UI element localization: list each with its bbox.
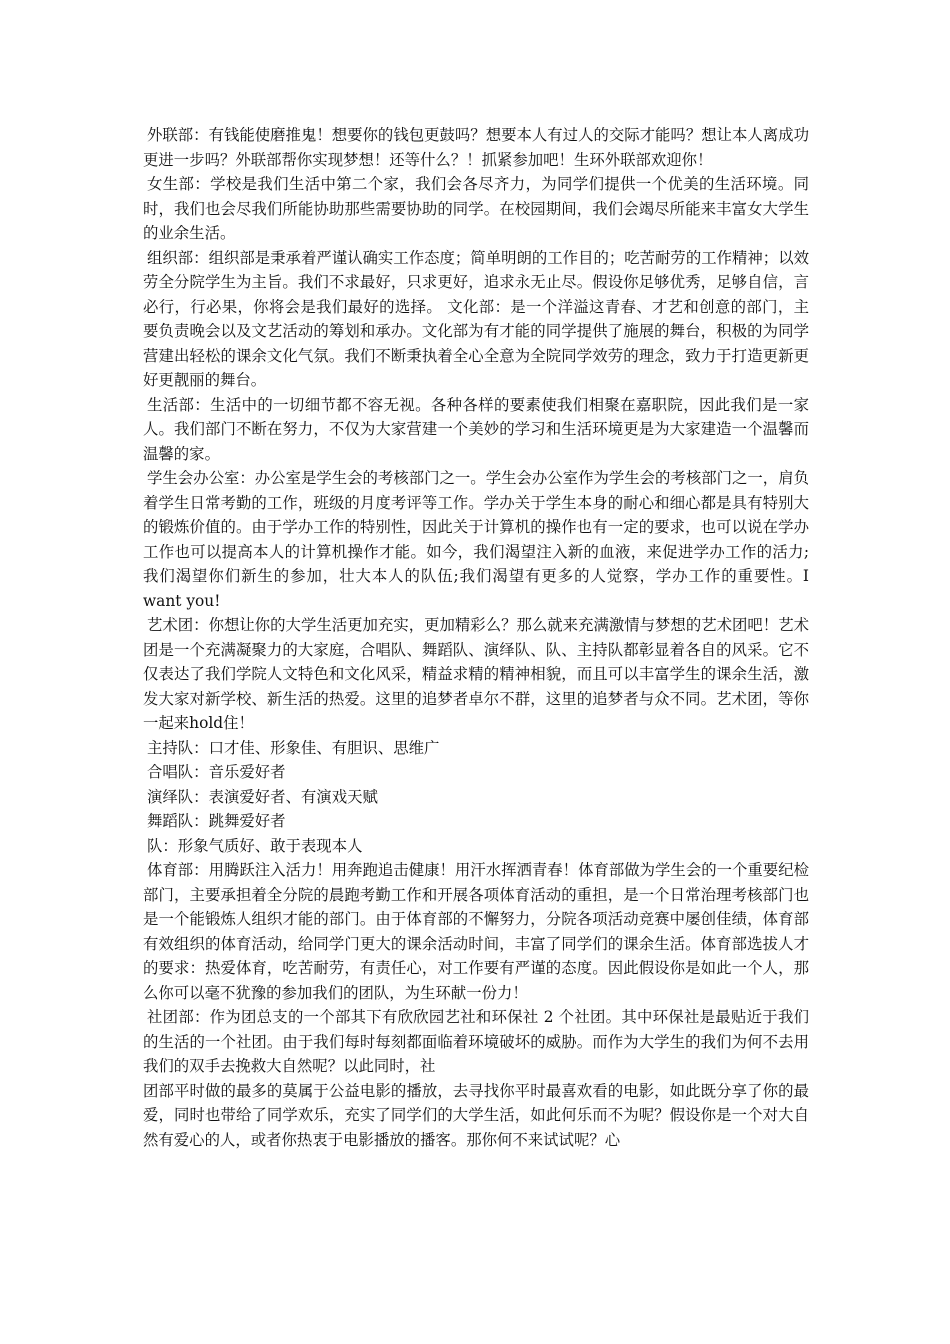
document-body: [143, 123, 809, 1152]
paragraph-clubs-continued: 团部平时做的最多的莫属于公益电影的播放，去寻找你平时最喜欢看的电影，如此既分享了你的最爱，同时也带给了同学欢乐，充实了同学们的大学生活，如此何乐而不为呢？假设你是一个对大自然有爱心的人，或者你热衷于电影播放的播客。那你何不来试试呢？心: [143, 1081, 809, 1149]
paragraph-life-affairs: 生活部：生活中的一切细节都不容无视。各种各样的要素使我们相聚在嘉职院，因此我们是一家人。我们部门不断在努力，不仅为大家营建一个美妙的学习和生活环境更是为大家建造一个温馨而温馨的家。: [143, 395, 809, 463]
paragraph-team: 队：形象气质好、敢于表现本人: [147, 836, 363, 855]
paragraph-drama-team: 演绎队：表演爱好者、有演戏天赋: [147, 787, 378, 806]
paragraph-art-troupe: 艺术团：你想让你的大学生活更加充实，更加精彩么？那么就来充满激情与梦想的艺术团吧！艺术团是一个充满凝聚力的大家庭，合唱队、舞蹈队、演绎队、队、主持队都彰显着各自的风采。它不仅表达了我们学院人文特色和文化风采，精益求精的精神相貌，而且可以丰富学生的课余生活，激发大家对新学校、新生活的热爱。这里的追梦者卓尔不群，这里的追梦者与众不同。艺术团，等你一起来hold住！: [143, 616, 809, 732]
paragraph-clubs: 社团部：作为团总支的一个部其下有欣欣园艺社和环保社 2 个社团。其中环保社是最贴近于我们的生活的一个社团。由于我们每时每刻都面临着环境破坏的威胁。而作为大学生的我们为何不去用我们的双手去挽救大自然呢？以此同时，社: [143, 1008, 809, 1075]
paragraph-dance-team: 舞蹈队：跳舞爱好者: [147, 812, 286, 830]
paragraph-host-team: 主持队：口才佳、形象佳、有胆识、思维广: [147, 738, 440, 757]
paragraph-choir-team: 合唱队：音乐爱好者: [147, 763, 286, 781]
paragraph-external-affairs: 外联部：有钱能使磨推鬼！想要你的钱包更鼓吗？想要本人有过人的交际才能吗？想让本人离成功更进一步吗？外联部帮你实现梦想！还等什么？！抓紧参加吧！生环外联部欢迎你！: [143, 126, 809, 169]
paragraph-sports: 体育部：用腾跃注入活力！用奔跑追击健康！用汗水挥洒青春！体育部做为学生会的一个重要纪检部门，主要承担着全分院的晨跑考勤工作和开展各项体育活动的重担，是一个日常治理考核部门也是一个能锻炼人组织才能的部门。由于体育部的不懈努力，分院各项活动竞赛中屡创佳绩，体育部有效组织的体育活动，给同学门更大的课余活动时间，丰富了同学们的课余生活。体育部选拔人才的要求：热爱体育，吃苦耐劳，有责任心，对工作要有严谨的态度。因此假设你是如此一个人，那么你可以毫不犹豫的参加我们的团队，为生环献一份力！: [143, 861, 809, 1002]
paragraph-organization: 组织部：组织部是秉承着严谨认确实工作态度；简单明朗的工作目的；吃苦耐劳的工作精神；以效劳全分院学生为主旨。我们不求最好，只求更好，追求永无止尽。假设你足够优秀，足够自信，言必行，行必果，你将会是我们最好的选择。 文化部：是一个洋溢这青春、才艺和创意的部门，主要负责晚会以及文艺活动的筹划和承办。文化部为有才能的同学提供了施展的舞台，积极的为同学营建出轻松的课余文化气氛。我们不断秉执着全心全意为全院同学效劳的理念，致力于打造更新更好更靓丽的舞台。: [143, 248, 809, 389]
paragraph-female-students: 女生部：学校是我们生活中第二个家，我们会各尽齐力，为同学们提供一个优美的生活环境。同时，我们也会尽我们所能协助那些需要协助的同学。在校园期间，我们会竭尽所能来丰富女大学生的业余生活。: [143, 175, 809, 242]
paragraph-student-office: 学生会办公室：办公室是学生会的考核部门之一。学生会办公室作为学生会的考核部门之一，肩负着学生日常考勤的工作，班级的月度考评等工作。学办关于学生本身的耐心和细心都是具有特别大的锻炼价值的。由于学办工作的特别性，因此关于计算机的操作也有一定的要求，也可以说在学办工作也可以提高本人的计算机操作才能。如今，我们渴望注入新的血液，来促进学办工作的活力;我们渴望你们新生的参加，壮大本人的队伍;我们渴望有更多的人觉察，学办工作的重要性。I want you!: [143, 469, 809, 610]
